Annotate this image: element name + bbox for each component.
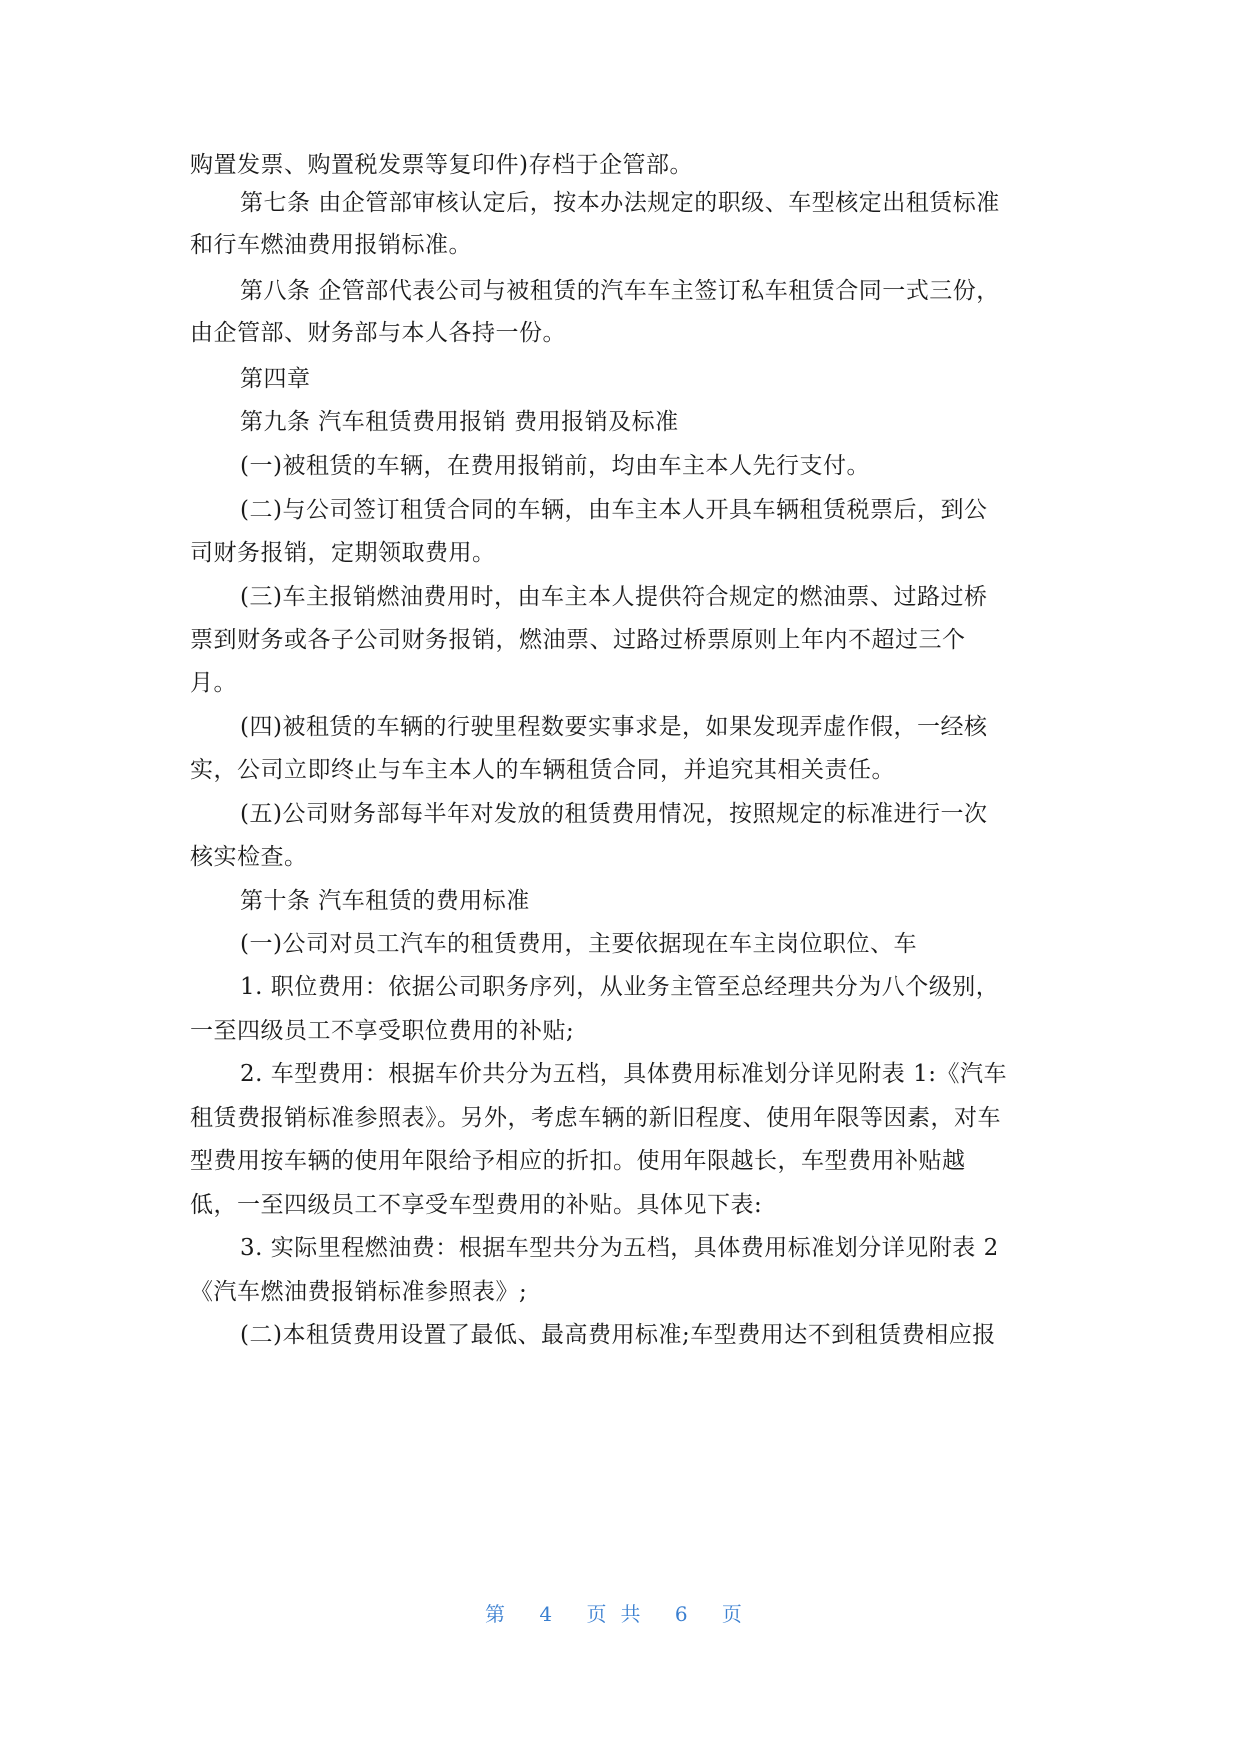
text-line: 核实检查。	[190, 844, 308, 870]
text-line: 租赁费报销标准参照表》。另外，考虑车辆的新旧程度、使用年限等因素，对车	[190, 1105, 1001, 1131]
page-number: 第 4 页共 6 页	[485, 1602, 756, 1626]
text-line: 实，公司立即终止与车主本人的车辆租赁合同，并追究其相关责任。	[190, 757, 895, 783]
text-line: 第九条 汽车租赁费用报销 费用报销及标准	[240, 409, 679, 435]
text-line: 2. 车型费用：根据车价共分为五档，具体费用标准划分详见附表 1:《汽车	[240, 1061, 1007, 1087]
text-line: 票到财务或各子公司财务报销，燃油票、过路过桥票原则上年内不超过三个	[190, 627, 966, 653]
text-line: 购置发票、购置税发票等复印件)存档于企管部。	[190, 152, 693, 178]
text-line: (一)被租赁的车辆，在费用报销前，均由车主本人先行支付。	[240, 453, 870, 479]
text-line: (三)车主报销燃油费用时，由车主本人提供符合规定的燃油票、过路过桥	[240, 584, 988, 610]
text-line: 第七条 由企管部审核认定后，按本办法规定的职级、车型核定出租赁标准	[240, 190, 1000, 216]
text-line: 第十条 汽车租赁的费用标准	[240, 888, 530, 914]
text-line: 1. 职位费用：依据公司职务序列，从业务主管至总经理共分为八个级别，	[240, 974, 1000, 1000]
text-line: 一至四级员工不享受职位费用的补贴;	[190, 1018, 575, 1044]
text-line: (五)公司财务部每半年对发放的租赁费用情况，按照规定的标准进行一次	[240, 801, 988, 827]
text-line: 低，一至四级员工不享受车型费用的补贴。具体见下表:	[190, 1192, 763, 1218]
text-line: 型费用按车辆的使用年限给予相应的折扣。使用年限越长，车型费用补贴越	[190, 1148, 966, 1174]
text-line: (二)与公司签订租赁合同的车辆，由车主本人开具车辆租赁税票后，到公	[240, 497, 988, 523]
text-line: 和行车燃油费用报销标准。	[190, 232, 472, 258]
text-line: 3. 实际里程燃油费：根据车型共分为五档，具体费用标准划分详见附表 2	[240, 1235, 999, 1261]
text-line: 第八条 企管部代表公司与被租赁的汽车车主签订私车租赁合同一式三份，	[240, 278, 1000, 304]
text-line: 《汽车燃油费报销标准参照表》;	[190, 1279, 528, 1305]
text-line: 司财务报销，定期领取费用。	[190, 540, 496, 566]
text-line: 由企管部、财务部与本人各持一份。	[190, 320, 566, 346]
text-line: 月。	[190, 670, 237, 696]
text-line: (四)被租赁的车辆的行驶里程数要实事求是，如果发现弄虚作假，一经核	[240, 714, 988, 740]
text-line: (一)公司对员工汽车的租赁费用，主要依据现在车主岗位职位、车	[240, 931, 917, 957]
text-line: (二)本租赁费用设置了最低、最高费用标准;车型费用达不到租赁费相应报	[240, 1322, 996, 1348]
chapter-heading: 第四章	[240, 366, 311, 392]
